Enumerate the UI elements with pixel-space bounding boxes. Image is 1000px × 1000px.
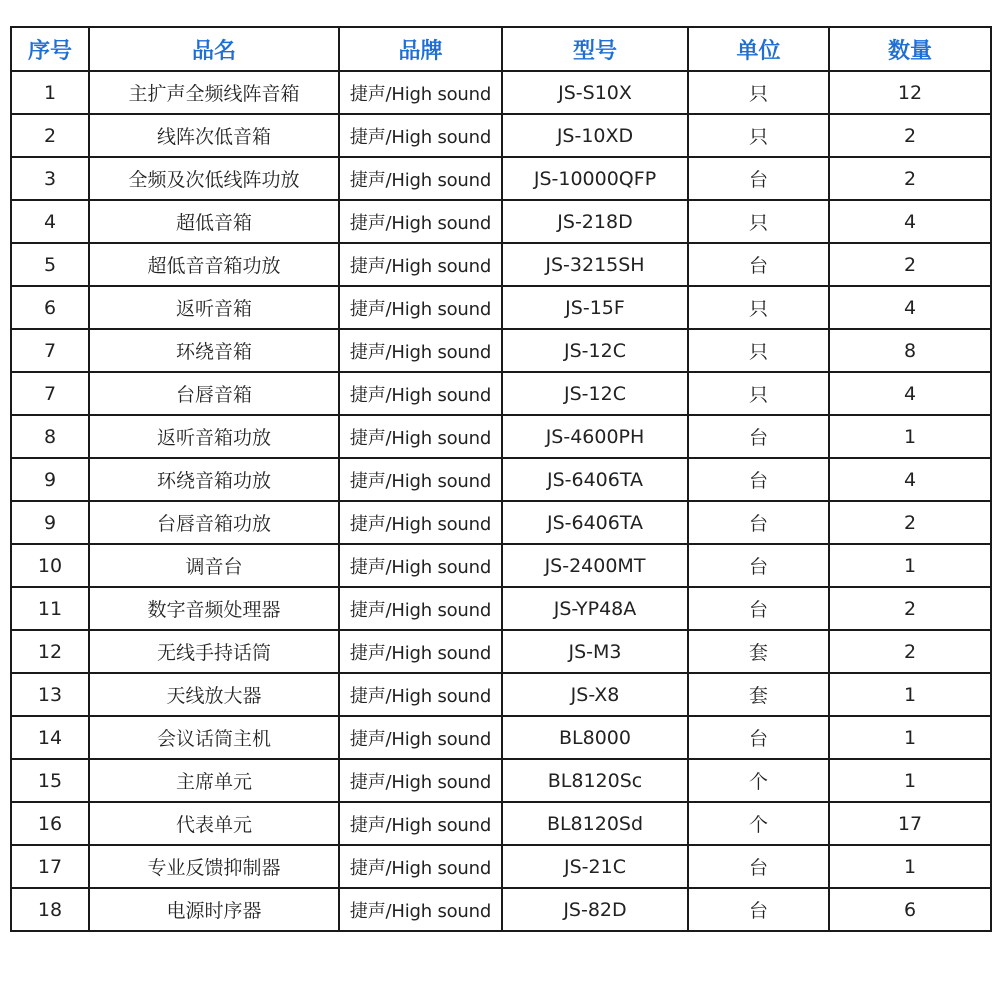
cell-brand: 捷声/High sound (339, 587, 502, 630)
equipment-table (10, 26, 992, 932)
cell-name: 线阵次低音箱 (89, 114, 339, 157)
cell-name: 会议话筒主机 (89, 716, 339, 759)
cell-brand: 捷声/High sound (339, 157, 502, 200)
cell-index: 10 (11, 544, 89, 587)
table-row (11, 501, 991, 544)
cell-quantity: 1 (829, 673, 991, 716)
cell-unit: 只 (688, 329, 829, 372)
cell-name: 超低音箱 (89, 200, 339, 243)
cell-name: 台唇音箱功放 (89, 501, 339, 544)
table-row (11, 587, 991, 630)
table-row (11, 759, 991, 802)
cell-unit: 个 (688, 802, 829, 845)
cell-brand: 捷声/High sound (339, 329, 502, 372)
table-row (11, 458, 991, 501)
cell-index: 2 (11, 114, 89, 157)
table-body (11, 71, 991, 931)
table-row (11, 157, 991, 200)
cell-brand: 捷声/High sound (339, 845, 502, 888)
cell-quantity: 1 (829, 759, 991, 802)
cell-brand: 捷声/High sound (339, 372, 502, 415)
cell-brand: 捷声/High sound (339, 888, 502, 931)
cell-index: 14 (11, 716, 89, 759)
cell-brand: 捷声/High sound (339, 458, 502, 501)
table-row (11, 243, 991, 286)
cell-brand: 捷声/High sound (339, 243, 502, 286)
cell-quantity: 12 (829, 71, 991, 114)
cell-unit: 只 (688, 71, 829, 114)
cell-model: JS-15F (502, 286, 688, 329)
cell-unit: 台 (688, 458, 829, 501)
cell-index: 9 (11, 458, 89, 501)
cell-unit: 台 (688, 415, 829, 458)
cell-unit: 套 (688, 673, 829, 716)
table-header-row (11, 27, 991, 71)
cell-brand: 捷声/High sound (339, 286, 502, 329)
cell-brand: 捷声/High sound (339, 501, 502, 544)
cell-name: 返听音箱功放 (89, 415, 339, 458)
cell-model: JS-YP48A (502, 587, 688, 630)
cell-unit: 只 (688, 200, 829, 243)
cell-quantity: 6 (829, 888, 991, 931)
cell-name: 主席单元 (89, 759, 339, 802)
cell-index: 5 (11, 243, 89, 286)
cell-quantity: 1 (829, 845, 991, 888)
cell-brand: 捷声/High sound (339, 415, 502, 458)
table-row (11, 716, 991, 759)
table-row (11, 673, 991, 716)
cell-model: BL8120Sd (502, 802, 688, 845)
cell-unit: 台 (688, 243, 829, 286)
cell-brand: 捷声/High sound (339, 802, 502, 845)
cell-brand: 捷声/High sound (339, 544, 502, 587)
cell-unit: 台 (688, 501, 829, 544)
table-row (11, 630, 991, 673)
cell-index: 18 (11, 888, 89, 931)
cell-index: 12 (11, 630, 89, 673)
table-row (11, 200, 991, 243)
cell-quantity: 4 (829, 200, 991, 243)
cell-quantity: 1 (829, 716, 991, 759)
cell-quantity: 2 (829, 501, 991, 544)
cell-index: 3 (11, 157, 89, 200)
cell-unit: 台 (688, 544, 829, 587)
cell-model: BL8000 (502, 716, 688, 759)
table-row (11, 114, 991, 157)
cell-name: 台唇音箱 (89, 372, 339, 415)
cell-model: JS-10000QFP (502, 157, 688, 200)
cell-model: JS-21C (502, 845, 688, 888)
cell-quantity: 2 (829, 587, 991, 630)
cell-quantity: 1 (829, 415, 991, 458)
cell-unit: 台 (688, 888, 829, 931)
cell-index: 7 (11, 372, 89, 415)
cell-unit: 只 (688, 286, 829, 329)
cell-quantity: 1 (829, 544, 991, 587)
header-unit: 单位 (688, 27, 829, 71)
cell-model: JS-4600PH (502, 415, 688, 458)
cell-name: 主扩声全频线阵音箱 (89, 71, 339, 114)
cell-quantity: 2 (829, 114, 991, 157)
cell-unit: 台 (688, 845, 829, 888)
cell-brand: 捷声/High sound (339, 114, 502, 157)
cell-model: BL8120Sc (502, 759, 688, 802)
cell-model: JS-6406TA (502, 458, 688, 501)
cell-name: 专业反馈抑制器 (89, 845, 339, 888)
cell-model: JS-3215SH (502, 243, 688, 286)
cell-quantity: 8 (829, 329, 991, 372)
cell-model: JS-12C (502, 372, 688, 415)
cell-index: 7 (11, 329, 89, 372)
table-row (11, 888, 991, 931)
cell-index: 8 (11, 415, 89, 458)
equipment-list-document (10, 26, 990, 932)
cell-brand: 捷声/High sound (339, 71, 502, 114)
cell-model: JS-12C (502, 329, 688, 372)
cell-index: 4 (11, 200, 89, 243)
cell-unit: 台 (688, 587, 829, 630)
cell-quantity: 2 (829, 243, 991, 286)
cell-model: JS-10XD (502, 114, 688, 157)
table-row (11, 415, 991, 458)
cell-name: 全频及次低线阵功放 (89, 157, 339, 200)
cell-name: 代表单元 (89, 802, 339, 845)
cell-model: JS-82D (502, 888, 688, 931)
header-brand: 品牌 (339, 27, 502, 71)
table-row (11, 286, 991, 329)
table-row (11, 802, 991, 845)
cell-index: 13 (11, 673, 89, 716)
cell-brand: 捷声/High sound (339, 673, 502, 716)
cell-index: 9 (11, 501, 89, 544)
cell-name: 环绕音箱 (89, 329, 339, 372)
cell-name: 电源时序器 (89, 888, 339, 931)
cell-index: 17 (11, 845, 89, 888)
cell-index: 15 (11, 759, 89, 802)
cell-model: JS-X8 (502, 673, 688, 716)
cell-quantity: 17 (829, 802, 991, 845)
cell-name: 超低音音箱功放 (89, 243, 339, 286)
header-name: 品名 (89, 27, 339, 71)
cell-brand: 捷声/High sound (339, 200, 502, 243)
cell-unit: 套 (688, 630, 829, 673)
header-model: 型号 (502, 27, 688, 71)
cell-name: 调音台 (89, 544, 339, 587)
cell-index: 1 (11, 71, 89, 114)
table-row (11, 372, 991, 415)
cell-brand: 捷声/High sound (339, 630, 502, 673)
cell-brand: 捷声/High sound (339, 716, 502, 759)
table-row (11, 71, 991, 114)
cell-name: 环绕音箱功放 (89, 458, 339, 501)
cell-unit: 台 (688, 716, 829, 759)
cell-unit: 个 (688, 759, 829, 802)
cell-quantity: 4 (829, 286, 991, 329)
cell-index: 6 (11, 286, 89, 329)
cell-unit: 只 (688, 372, 829, 415)
cell-name: 无线手持话筒 (89, 630, 339, 673)
cell-model: JS-6406TA (502, 501, 688, 544)
header-quantity: 数量 (829, 27, 991, 71)
cell-quantity: 2 (829, 630, 991, 673)
cell-name: 天线放大器 (89, 673, 339, 716)
cell-unit: 台 (688, 157, 829, 200)
cell-unit: 只 (688, 114, 829, 157)
cell-brand: 捷声/High sound (339, 759, 502, 802)
cell-quantity: 4 (829, 458, 991, 501)
table-row (11, 544, 991, 587)
cell-quantity: 2 (829, 157, 991, 200)
cell-model: JS-M3 (502, 630, 688, 673)
cell-quantity: 4 (829, 372, 991, 415)
header-index: 序号 (11, 27, 89, 71)
table-row (11, 329, 991, 372)
cell-model: JS-2400MT (502, 544, 688, 587)
cell-model: JS-218D (502, 200, 688, 243)
cell-index: 11 (11, 587, 89, 630)
cell-model: JS-S10X (502, 71, 688, 114)
cell-name: 返听音箱 (89, 286, 339, 329)
cell-index: 16 (11, 802, 89, 845)
table-row (11, 845, 991, 888)
cell-name: 数字音频处理器 (89, 587, 339, 630)
